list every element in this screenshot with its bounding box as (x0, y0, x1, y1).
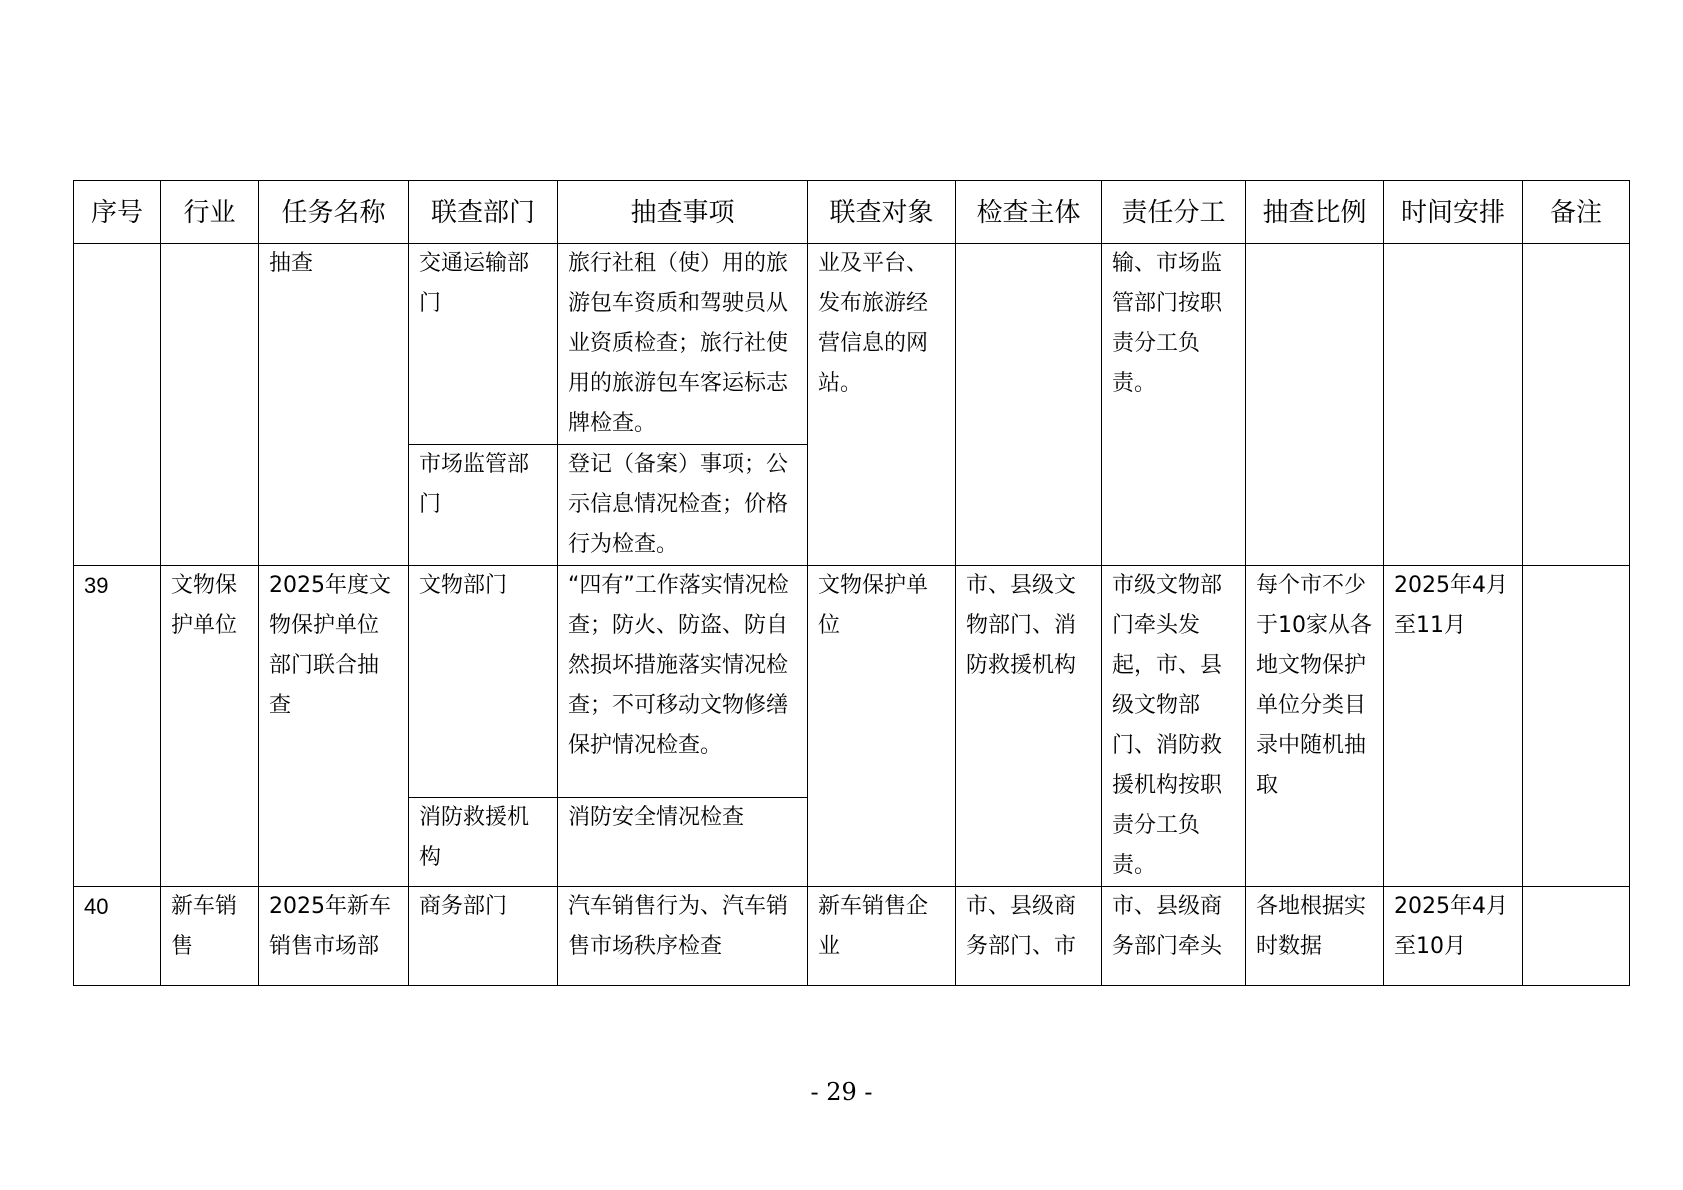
cell-industry-40: 新车销售 (161, 887, 259, 986)
cell-remarks-39 (1523, 566, 1630, 887)
cell-items-transport: 旅行社租（使）用的旅游包车资质和驾驶员从业资质检查；旅行社使用的旅游包车客运标志牌检查。 (558, 244, 808, 445)
cell-dept-transport: 交通运输部门 (409, 244, 558, 445)
cell-dept-commerce: 商务部门 (409, 887, 558, 986)
cell-responsibility-39: 市级文物部门牵头发起，市、县级文物部门、消防救援机构按职责分工负责。 (1102, 566, 1246, 887)
table-row-39 (74, 566, 1630, 798)
cell-seq-40: 40 (74, 887, 161, 986)
cell-target-40: 新车销售企业 (808, 887, 956, 986)
table-row-continued-a (74, 244, 1630, 445)
header-joint-target: 联查对象 (808, 181, 956, 244)
header-seq: 序号 (74, 181, 161, 244)
cell-seq-39: 39 (74, 566, 161, 887)
cell-industry-39: 文物保护单位 (161, 566, 259, 887)
cell-ratio-continued (1246, 244, 1384, 566)
cell-items-heritage: “四有”工作落实情况检查；防火、防盗、防自然损坏措施落实情况检查；不可移动文物修缮保护情况检查。 (558, 566, 808, 798)
cell-ratio-40: 各地根据实时数据 (1246, 887, 1384, 986)
cell-schedule-39: 2025年4月至11月 (1384, 566, 1523, 887)
header-inspection-items: 抽查事项 (558, 181, 808, 244)
header-sampling-ratio: 抽查比例 (1246, 181, 1384, 244)
cell-task-continued: 抽查 (259, 244, 409, 566)
inspection-table (73, 180, 1630, 986)
header-joint-dept: 联查部门 (409, 181, 558, 244)
cell-task-39: 2025年度文物保护单位部门联合抽查 (259, 566, 409, 887)
cell-remarks-40 (1523, 887, 1630, 986)
cell-subject-40: 市、县级商务部门、市 (956, 887, 1102, 986)
cell-ratio-39: 每个市不少于10家从各地文物保护单位分类目录中随机抽取 (1246, 566, 1384, 887)
cell-subject-39: 市、县级文物部门、消防救援机构 (956, 566, 1102, 887)
cell-dept-heritage: 文物部门 (409, 566, 558, 798)
page-number: - 29 - (810, 1078, 873, 1106)
cell-schedule-continued (1384, 244, 1523, 566)
header-task-name: 任务名称 (259, 181, 409, 244)
cell-dept-fire: 消防救援机构 (409, 797, 558, 886)
cell-industry-continued (161, 244, 259, 566)
cell-responsibility-40: 市、县级商务部门牵头 (1102, 887, 1246, 986)
cell-subject-continued (956, 244, 1102, 566)
table-row-40 (74, 887, 1630, 986)
header-industry: 行业 (161, 181, 259, 244)
cell-task-40: 2025年新车销售市场部 (259, 887, 409, 986)
cell-target-39: 文物保护单位 (808, 566, 956, 887)
cell-dept-market: 市场监管部门 (409, 445, 558, 566)
header-row (74, 181, 1630, 244)
cell-target-continued: 业及平台、发布旅游经营信息的网站。 (808, 244, 956, 566)
header-responsibility: 责任分工 (1102, 181, 1246, 244)
header-schedule: 时间安排 (1384, 181, 1523, 244)
cell-items-40: 汽车销售行为、汽车销售市场秩序检查 (558, 887, 808, 986)
cell-items-fire: 消防安全情况检查 (558, 797, 808, 886)
cell-schedule-40: 2025年4月至10月 (1384, 887, 1523, 986)
cell-responsibility-continued: 输、市场监管部门按职责分工负责。 (1102, 244, 1246, 566)
header-remarks: 备注 (1523, 181, 1630, 244)
cell-seq-continued (74, 244, 161, 566)
cell-remarks-continued (1523, 244, 1630, 566)
header-inspection-subject: 检查主体 (956, 181, 1102, 244)
cell-items-market: 登记（备案）事项；公示信息情况检查；价格行为检查。 (558, 445, 808, 566)
